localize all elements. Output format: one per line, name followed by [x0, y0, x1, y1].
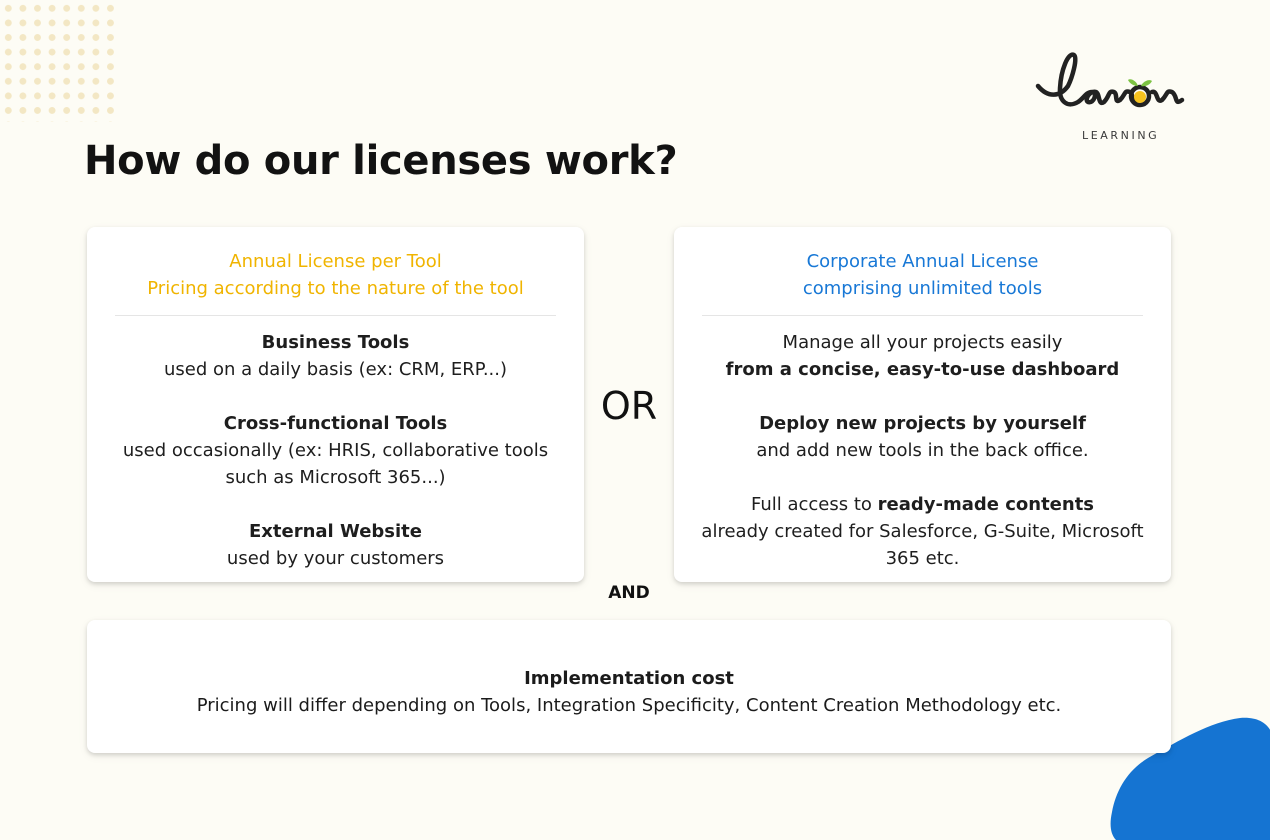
item-label: Cross-functional Tools — [223, 413, 448, 434]
card-heading: Corporate Annual License — [806, 251, 1039, 272]
implementation-cost-heading: Implementation cost — [524, 668, 734, 689]
corporate-annual-license-card — [674, 227, 1171, 582]
card-subheading: Pricing according to the nature of the tool — [147, 278, 524, 299]
feature-line — [674, 491, 1171, 518]
card-header — [87, 227, 584, 315]
item-label: External Website — [249, 521, 422, 542]
feature-deploy — [674, 410, 1171, 464]
card-subheading: comprising unlimited tools — [802, 278, 1043, 299]
item-label: Business Tools — [261, 332, 410, 353]
decorative-dot-grid — [0, 0, 120, 122]
card-body — [87, 316, 584, 572]
feature-text: Manage all your projects easily — [782, 332, 1063, 353]
card-header — [674, 227, 1171, 315]
lemon-wordmark — [1034, 50, 1189, 130]
license-item-external-website — [87, 518, 584, 572]
feature-dashboard — [674, 329, 1171, 383]
feature-text-cont: 365 etc. — [885, 548, 960, 569]
license-item-cross-functional-tools — [87, 410, 584, 491]
item-description: used occasionally (ex: HRIS, collaborative tools — [122, 440, 549, 461]
feature-text-bold: ready-made contents — [877, 494, 1095, 515]
feature-text: Full access to — [750, 494, 878, 515]
lemon-learning-logo — [1034, 50, 1194, 145]
feature-text: and add new tools in the back office. — [756, 440, 1089, 461]
card-body — [674, 316, 1171, 572]
implementation-cost-content — [87, 620, 1171, 719]
logo-subtitle: LEARNING — [1082, 129, 1160, 142]
page-title: How do our licenses work? — [84, 138, 678, 184]
feature-text-bold: from a concise, easy-to-use dashboard — [725, 359, 1120, 380]
license-item-business-tools — [87, 329, 584, 383]
feature-text-bold: Deploy new projects by yourself — [759, 413, 1086, 434]
annual-license-per-tool-card — [87, 227, 584, 582]
item-description-cont: such as Microsoft 365...) — [225, 467, 446, 488]
feature-ready-made-contents — [674, 491, 1171, 572]
implementation-cost-text: Pricing will differ depending on Tools, Integration Specificity, Content Creation Methodology etc. — [196, 695, 1062, 716]
and-separator: AND — [608, 583, 650, 603]
implementation-cost-card — [87, 620, 1171, 753]
or-separator: OR — [600, 384, 658, 428]
feature-text: already created for Salesforce, G-Suite, Microsoft — [701, 521, 1144, 542]
card-heading: Annual License per Tool — [229, 251, 442, 272]
item-description: used by your customers — [226, 548, 445, 569]
item-description: used on a daily basis (ex: CRM, ERP...) — [163, 359, 508, 380]
